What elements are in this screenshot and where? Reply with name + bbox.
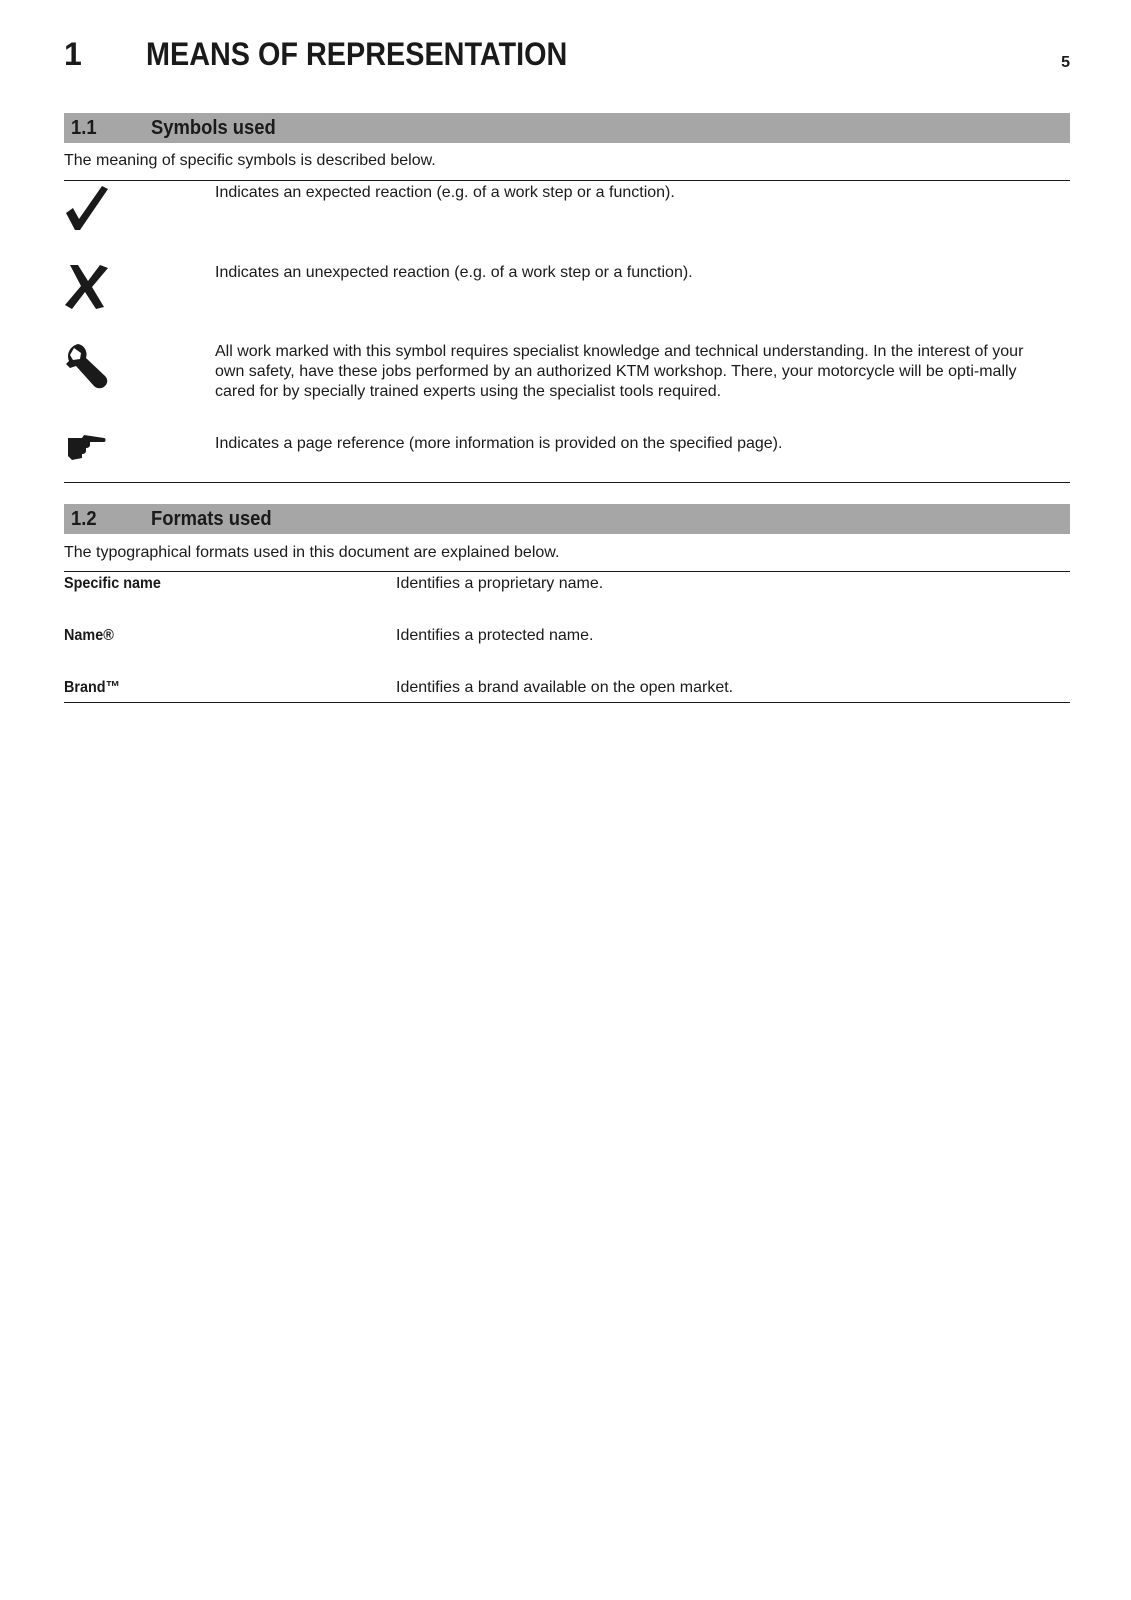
format-term: Name®	[64, 627, 114, 644]
section-heading-symbols	[64, 113, 1070, 143]
section-intro: The meaning of specific symbols is described below.	[64, 152, 436, 169]
divider	[64, 702, 1070, 703]
section-heading-formats	[64, 504, 1070, 534]
symbol-description: Indicates a page reference (more information is provided on the specified page).	[215, 435, 783, 452]
chapter-number: 1	[64, 36, 82, 72]
page-number: 5	[1061, 54, 1070, 71]
format-description: Identifies a proprietary name.	[396, 575, 604, 592]
chapter-title: MEANS OF REPRESENTATION	[146, 36, 568, 72]
section-title: Symbols used	[151, 117, 276, 139]
section-intro: The typographical formats used in this document are explained below.	[64, 544, 560, 561]
symbol-description: Indicates an expected reaction (e.g. of a work step or a function).	[215, 184, 675, 201]
pointing-hand-icon	[64, 434, 112, 482]
format-description: Identifies a protected name.	[396, 627, 594, 644]
divider	[64, 482, 1070, 483]
wrench-icon	[64, 342, 112, 390]
divider	[64, 180, 1070, 181]
format-term: Brand™	[64, 679, 121, 696]
divider	[64, 571, 1070, 572]
section-number: 1.2	[71, 508, 97, 530]
symbol-description: All work marked with this symbol requires specialist knowledge and technical understanding. In the interest of your own safety, have these jobs performed by an authorized KTM workshop. There, your motorcycle will be opti-mally cared for by specially trained experts using the specialist tools required.	[215, 343, 1024, 400]
cross-icon	[64, 263, 112, 311]
chapter-header	[64, 36, 1070, 80]
section-number: 1.1	[71, 117, 97, 139]
symbol-description: Indicates an unexpected reaction (e.g. of a work step or a function).	[215, 264, 693, 281]
format-description: Identifies a brand available on the open market.	[396, 679, 734, 696]
format-term: Specific name	[64, 575, 161, 592]
checkmark-icon	[64, 183, 112, 231]
section-title: Formats used	[151, 508, 272, 530]
